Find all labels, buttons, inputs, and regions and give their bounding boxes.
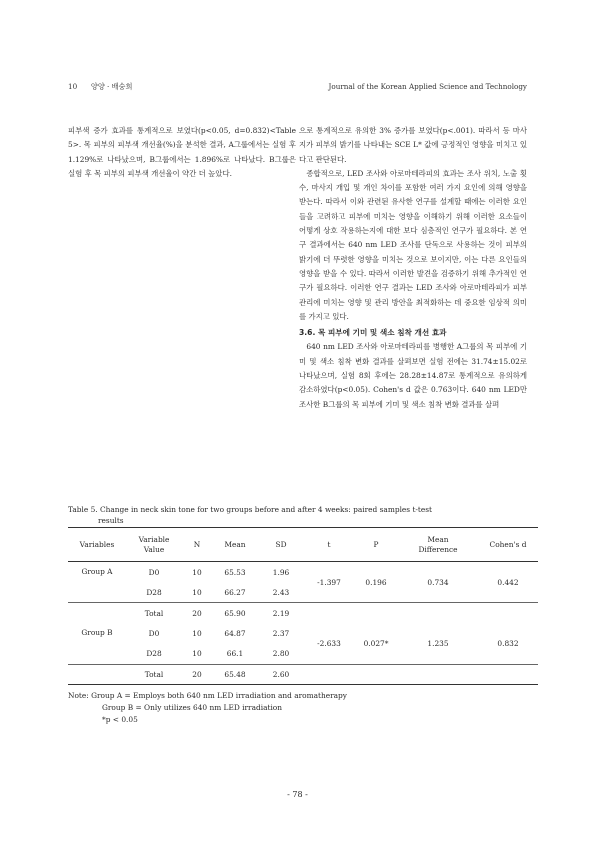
table-cell: -2.633: [317, 638, 341, 648]
column-header: P: [354, 528, 398, 562]
table-cell: 66.27: [224, 587, 246, 597]
table-cell: 1.96: [272, 567, 290, 577]
body-right-column: [299, 124, 527, 412]
group-label: Group A: [81, 567, 113, 576]
table-cell: 65.53: [224, 567, 246, 577]
table-cell: 0.196: [365, 577, 387, 587]
table-cell: 2.80: [272, 649, 290, 658]
column-header: t: [304, 528, 354, 562]
table-row: [68, 603, 538, 624]
table-cell: 2.37: [272, 628, 290, 638]
column-header: Variables: [68, 528, 126, 562]
column-header: SD: [258, 528, 304, 562]
table-cell: 20: [182, 603, 212, 624]
table-cell: 65.90: [212, 603, 258, 624]
results-table: [68, 527, 538, 685]
page-footer-number: - 78 -: [287, 790, 308, 799]
column-header: Variable Value: [126, 528, 182, 562]
section-heading: 3.6. 목 피부에 기미 및 색소 침착 개선 효과: [299, 328, 447, 338]
table-cell: 10: [192, 567, 202, 577]
header-journal: Journal of the Korean Applied Science and Technology: [328, 82, 527, 91]
table-cell: 0.734: [427, 577, 449, 587]
table-cell: 66.1: [226, 649, 244, 658]
table-notes: [68, 690, 347, 726]
table-cell: Total: [126, 664, 182, 685]
body-left-column: [68, 124, 296, 181]
table-cell: 64.87: [224, 628, 246, 638]
note-line: Note: Group A = Employs both 640 nm LED irradiation and aromatherapy: [68, 691, 347, 700]
table-cell: 20: [182, 664, 212, 685]
table-caption-line: Table 5. Change in neck skin tone for two groups before and after 4 weeks: paired samples t-test: [68, 505, 433, 514]
note-line: *p < 0.05: [102, 715, 138, 724]
table-cell: 0.027*: [363, 638, 389, 648]
table-cell: 10: [192, 649, 202, 658]
paragraph: 피부색 증가 효과를 통계적으로 보였다(p<0.05, d=0.832)<Table 5>. 목 피부의 피부색 개선율(%)을 분석한 결과, A그룹에서는 실험 후 1.129%로 나타났으며, B그룹에서는 1.896%로 나타났다. B그룹은 실험 후 목 피부의 피부색 개선율이 약간 더 높았다.: [68, 126, 296, 178]
table-cell: D28: [146, 587, 162, 597]
table-cell: D28: [146, 649, 162, 658]
running-header-left: [68, 82, 132, 92]
table-header-row: [68, 528, 538, 562]
table-cell: 2.60: [258, 664, 304, 685]
table-cell: 2.19: [258, 603, 304, 624]
paragraph: 종합적으로, LED 조사와 아로마테라피의 효과는 조사 위치, 노출 횟수, 마사지 개입 및 개인 차이를 포함한 여러 가지 요인에 의해 영향을 받는다. 따라서 이와 관련된 유사한 연구를 설계할 때에는 이러한 요인들을 고려하고 피부에 미치는 영향을 이해하기 위해 이러한 요소들이 어떻게 상호 작용하는지에 대한 보다 심층적인 연구가 필요하다. 본 연구 결과에서는 640 nm LED 조사를 단독으로 사용하는 것이 피부의 밝기에 더 뚜렷한 영향을 미치는 것으로 보이지만, 이는 다른 요인들의 영향을 받을 수 있다. 따라서 이러한 발견을 검증하기 위해 추가적인 연구가 필요하다. 이러한 연구 결과는 LED 조사와 아로마테라피가 피부 관리에 미치는 영향 및 관리 방안을 최적화하는 데 중요한 임상적 의미를 가지고 있다.: [299, 168, 527, 321]
column-header: Mean: [212, 528, 258, 562]
table-cell: D0: [148, 567, 160, 577]
column-header: Mean Difference: [398, 528, 478, 562]
table-cell: 0.832: [497, 638, 519, 648]
column-header: Cohen's d: [478, 528, 538, 562]
paragraph: 으로 통계적으로 유의한 3% 증가를 보였다(p<.001). 따라서 등 마사지가 피부의 밝기를 나타내는 SCE L* 값에 긍정적인 영향을 미치고 있다고 판단된다.: [299, 126, 527, 164]
table-cell: D0: [148, 628, 160, 638]
table-cell: 2.43: [272, 587, 290, 597]
table-cell: 10: [192, 628, 202, 638]
header-authors: 양양 · 배숭희: [90, 82, 133, 91]
table-caption-line: results: [98, 516, 124, 525]
table-cell: Total: [126, 603, 182, 624]
header-page-number: 10: [68, 82, 78, 91]
note-line: Group B = Only utilizes 640 nm LED irradiation: [102, 703, 283, 712]
column-header: N: [182, 528, 212, 562]
table-cell: 10: [192, 587, 202, 597]
table-row: [68, 623, 538, 644]
table-cell: 0.442: [497, 577, 519, 587]
table-row: [68, 562, 538, 583]
paragraph: 640 nm LED 조사와 아로마테라피를 병행한 A그룹의 목 피부에 기미 및 색소 침착 변화 결과를 살펴보면 실험 전에는 31.74±15.02로 나타났으며, 실험 8회 후에는 28.28±14.87로 통계적으로 유의하게 감소하였다(p<0.05). Cohen's d 값은 0.763이다. 640 nm LED만 조사한 B그룹의 목 피부에 기미 및 색소 침착 변화 결과를 살펴: [299, 342, 527, 409]
table-row: [68, 664, 538, 685]
table-cell: 65.48: [212, 664, 258, 685]
table-caption: [68, 504, 538, 526]
group-label: Group B: [81, 628, 113, 637]
table-cell: 1.235: [427, 638, 449, 648]
table-cell: -1.397: [317, 577, 341, 587]
